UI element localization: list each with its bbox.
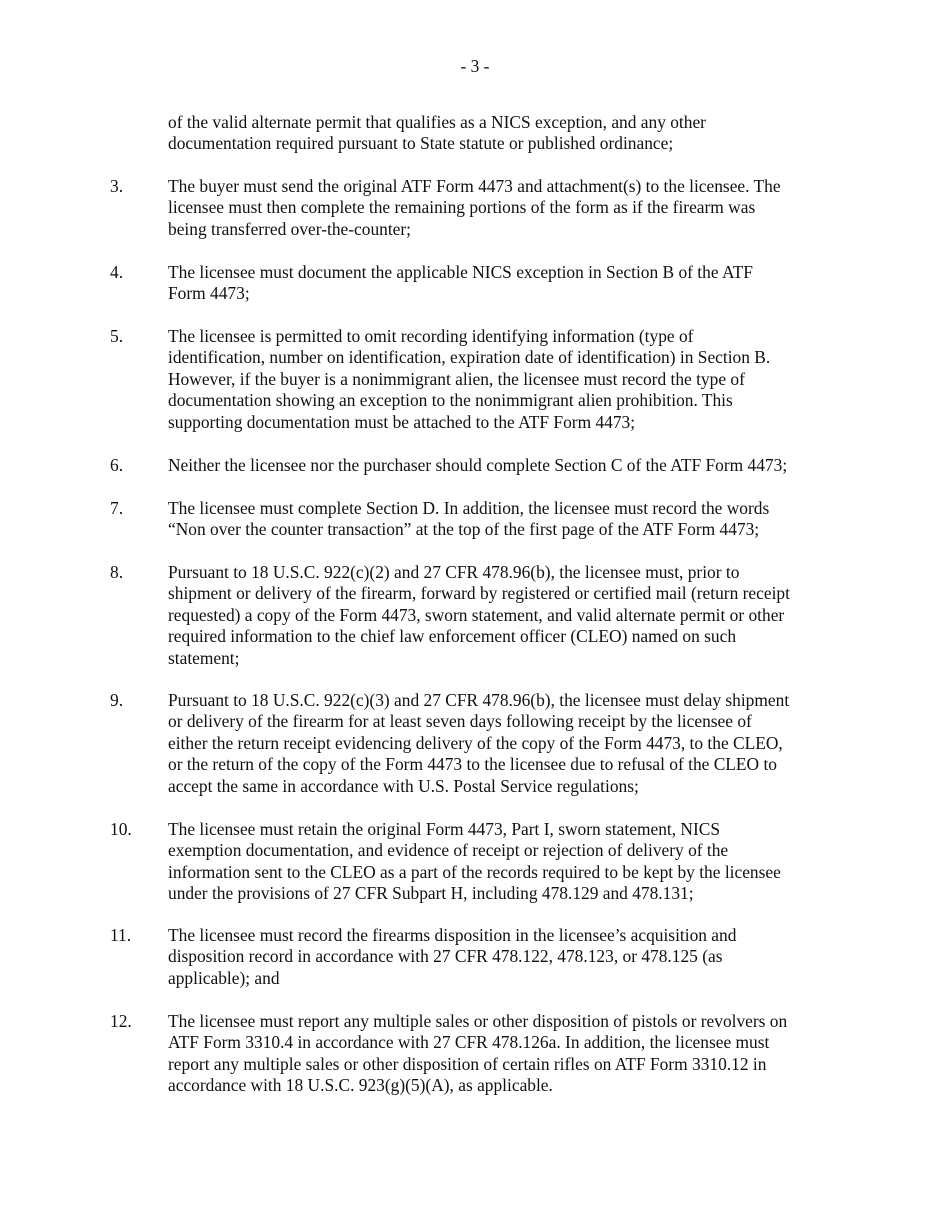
text-line: or the return of the copy of the Form 4473 to the licensee due to refusal of the CLEO to [168, 754, 777, 775]
item-text [168, 455, 848, 476]
text-line: shipment or delivery of the firearm, forward by registered or certified mail (return receipt [168, 583, 790, 604]
text-line: The licensee is permitted to omit recording identifying information (type of [168, 326, 694, 346]
list-item-5 [110, 326, 850, 433]
item-number: 10. [110, 819, 132, 839]
text-line: documentation showing an exception to the nonimmigrant alien prohibition. This [168, 390, 733, 411]
list-item-6 [110, 455, 850, 476]
item-number: 4. [110, 262, 124, 282]
text-line: Form 4473; [168, 283, 250, 304]
list-item-3 [110, 176, 850, 240]
item-number: 11. [110, 925, 132, 945]
text-line: identification, number on identification, expiration date of identification) in Section B. [168, 347, 771, 368]
text-line: of the valid alternate permit that qualifies as a NICS exception, and any other [168, 112, 706, 132]
text-line: being transferred over-the-counter; [168, 218, 412, 239]
text-line: The licensee must record the firearms disposition in the licensee’s acquisition and [168, 925, 737, 945]
item-number: 12. [110, 1011, 132, 1031]
item-text [168, 326, 848, 433]
text-line: Pursuant to 18 U.S.C. 922(c)(3) and 27 CFR 478.96(b), the licensee must delay shipment [168, 690, 790, 710]
text-line: accordance with 18 U.S.C. 923(g)(5)(A), as applicable. [168, 1075, 553, 1096]
item-text [168, 1011, 848, 1097]
text-line: “Non over the counter transaction” at the top of the first page of the ATF Form 4473; [168, 519, 760, 540]
text-line: either the return receipt evidencing delivery of the copy of the Form 4473, to the CLEO, [168, 732, 783, 753]
text-line: The buyer must send the original ATF Form 4473 and attachment(s) to the licensee. The [168, 176, 781, 196]
text-line: ATF Form 3310.4 in accordance with 27 CFR 478.126a. In addition, the licensee must [168, 1032, 770, 1053]
text-line: or delivery of the firearm for at least seven days following receipt by the licensee of [168, 711, 752, 732]
continuation-paragraph [168, 112, 848, 155]
text-line: information sent to the CLEO as a part of the records required to be kept by the licensee [168, 861, 781, 882]
item-text [168, 498, 848, 541]
item-number: 8. [110, 562, 124, 582]
list-item-4 [110, 262, 850, 305]
text-line: report any multiple sales or other disposition of certain rifles on ATF Form 3310.12 in [168, 1053, 767, 1074]
text-line: Neither the licensee nor the purchaser should complete Section C of the ATF Form 4473; [168, 455, 788, 475]
text-line: licensee must then complete the remaining portions of the form as if the firearm was [168, 197, 756, 218]
text-line: statement; [168, 647, 240, 668]
text-line: documentation required pursuant to State statute or published ordinance; [168, 133, 674, 154]
text-line: required information to the chief law enforcement officer (CLEO) named on such [168, 626, 737, 647]
text-line: The licensee must retain the original Form 4473, Part I, sworn statement, NICS [168, 819, 721, 839]
text-line: exemption documentation, and evidence of receipt or rejection of delivery of the [168, 840, 729, 861]
item-text [168, 562, 848, 669]
item-number: 5. [110, 326, 124, 346]
text-line: Pursuant to 18 U.S.C. 922(c)(2) and 27 CFR 478.96(b), the licensee must, prior to [168, 562, 740, 582]
item-number: 3. [110, 176, 124, 196]
text-line: The licensee must document the applicable NICS exception in Section B of the ATF [168, 262, 753, 282]
list-item-8 [110, 562, 850, 669]
text-line: applicable); and [168, 967, 280, 988]
list-item-9 [110, 690, 850, 797]
item-number: 6. [110, 455, 124, 475]
list-item-7 [110, 498, 850, 541]
item-number: 7. [110, 498, 124, 518]
item-text [168, 176, 848, 240]
text-line: disposition record in accordance with 27 CFR 478.122, 478.123, or 478.125 (as [168, 946, 723, 967]
page-number: - 3 - [460, 56, 490, 76]
list-item-10 [110, 819, 850, 905]
text-line: under the provisions of 27 CFR Subpart H, including 478.129 and 478.131; [168, 883, 694, 904]
text-line: However, if the buyer is a nonimmigrant alien, the licensee must record the type of [168, 368, 745, 389]
item-text [168, 262, 848, 305]
item-text [168, 925, 848, 989]
list-item-12 [110, 1011, 850, 1097]
item-text [168, 819, 848, 905]
text-line: requested) a copy of the Form 4473, sworn statement, and valid alternate permit or other [168, 604, 785, 625]
text-line: The licensee must complete Section D. In addition, the licensee must record the words [168, 498, 770, 518]
text-line: accept the same in accordance with U.S. Postal Service regulations; [168, 775, 639, 796]
item-number: 9. [110, 690, 124, 710]
item-text [168, 690, 848, 797]
list-item-11 [110, 925, 850, 989]
text-line: supporting documentation must be attached to the ATF Form 4473; [168, 411, 636, 432]
text-line: The licensee must report any multiple sales or other disposition of pistols or revolvers on [168, 1011, 788, 1031]
